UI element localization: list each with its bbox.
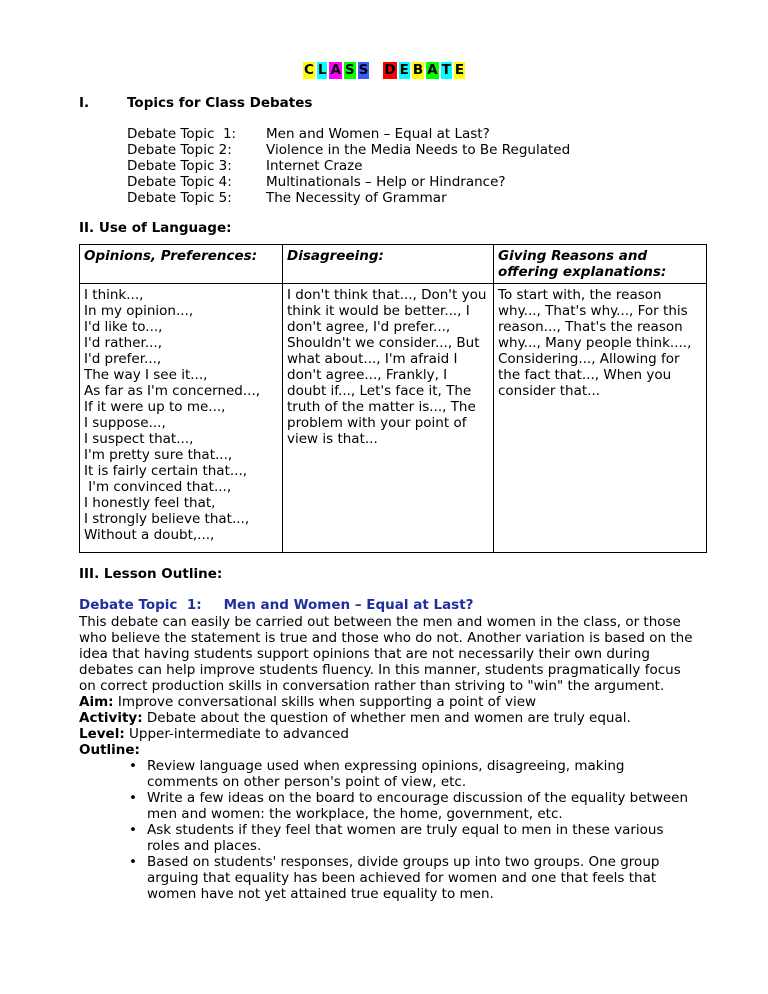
topic-label: Debate Topic 3: [127, 158, 232, 174]
title-letter: A [330, 62, 341, 78]
phrase: It is fairly certain that..., [84, 463, 248, 479]
list-item: • Based on students' responses, divide groups up into two groups. One group arguing that equality has been achieved for women and one that feels that women have not yet attained true equality to men. [129, 854, 699, 902]
aim-text: Improve conversational skills when supporting a point of view [113, 694, 537, 710]
outline-label: Outline: [79, 742, 140, 758]
debate1-title: Men and Women – Equal at Last? [223, 597, 474, 613]
section1-heading: Topics for Class Debates [127, 95, 313, 111]
phrase: I suspect that..., [84, 431, 194, 447]
title-letter: B [412, 62, 424, 78]
phrase: If it were up to me..., [84, 399, 226, 415]
topic-row [127, 158, 570, 174]
aim-label: Aim: [79, 694, 114, 710]
table-row [80, 284, 707, 553]
phrase: Without a doubt,..., [84, 527, 215, 543]
activity-label: Activity: [79, 710, 143, 726]
list-item: • Write a few ideas on the board to encourage discussion of the equality between men and women: the workplace, the home, government, etc. [129, 790, 699, 822]
opinions-phrases [80, 284, 283, 553]
section2-heading: II. Use of Language: [79, 220, 232, 236]
column-header-opinions: Opinions, Preferences: [80, 245, 283, 284]
title-letter: D [384, 62, 396, 78]
aim-line [79, 694, 699, 710]
section3-heading: III. Lesson Outline: [79, 566, 223, 582]
section1-number: I. [79, 95, 90, 111]
phrase: I suppose..., [84, 415, 166, 431]
table-header-row [80, 245, 707, 284]
level-label: Level: [79, 726, 125, 742]
topic-value: Internet Craze [266, 158, 363, 174]
column-header-reasons: Giving Reasons and offering explanations: [494, 245, 707, 284]
phrase: I'm pretty sure that..., [84, 447, 233, 463]
topic-row [127, 190, 570, 206]
topic-label: Debate Topic 5: [127, 190, 232, 206]
phrase: I'd prefer..., [84, 351, 162, 367]
column-header-disagreeing: Disagreeing: [283, 245, 494, 284]
phrase: In my opinion..., [84, 303, 194, 319]
phrase: I strongly believe that..., [84, 511, 250, 527]
topic-row [127, 174, 570, 190]
activity-line [79, 710, 699, 726]
phrase: The way I see it..., [84, 367, 208, 383]
topic-label: Debate Topic 2: [127, 142, 232, 158]
topic-label: Debate Topic 1: [127, 126, 237, 142]
topic-value: Multinationals – Help or Hindrance? [266, 174, 506, 190]
topic-value: Violence in the Media Needs to Be Regulated [266, 142, 571, 158]
lesson-body [79, 614, 699, 902]
phrase: I honestly feel that, [84, 495, 216, 511]
phrase: I'm convinced that..., [84, 479, 232, 495]
list-item: • Review language used when expressing opinions, disagreeing, making comments on other person's point of view, etc. [129, 758, 699, 790]
phrase: I think..., [84, 287, 144, 303]
title-letter: C [303, 62, 314, 78]
document-title [0, 62, 768, 79]
title-letter: S [358, 62, 369, 78]
level-line [79, 726, 699, 742]
outline-list [79, 758, 699, 902]
title-letter: A [427, 62, 438, 78]
title-letter: L [317, 62, 327, 78]
level-text: Upper-intermediate to advanced [124, 726, 349, 742]
list-item: • Ask students if they feel that women are truly equal to men in these various roles and places. [129, 822, 699, 854]
topic-list [127, 126, 570, 206]
title-letter: E [454, 62, 465, 78]
reasons-phrases: To start with, the reason why..., That's why..., For this reason..., That's the reason why..., Many people think...., Considering..., Allowing for the fact that..., When you consider that... [494, 284, 707, 553]
title-letter: S [344, 62, 355, 78]
phrase: As far as I'm concerned..., [84, 383, 261, 399]
topic-value: Men and Women – Equal at Last? [266, 126, 490, 142]
language-table [79, 244, 707, 553]
debate1-heading [79, 597, 474, 613]
topic-row [127, 126, 570, 142]
title-letter: T [441, 62, 451, 78]
disagreeing-phrases: I don't think that..., Don't you think it would be better..., I don't agree, I'd prefer..., Shouldn't we consider..., But what about..., I'm afraid I don't agree..., Frankly, I doubt if..., Let's face it, The truth of the matter is..., The problem with your point of view is that... [283, 284, 494, 553]
activity-text: Debate about the question of whether men and women are truly equal. [142, 710, 631, 726]
topic-label: Debate Topic 4: [127, 174, 232, 190]
phrase: I'd rather..., [84, 335, 163, 351]
title-letter: E [399, 62, 409, 78]
topic-row [127, 142, 570, 158]
intro-paragraph: This debate can easily be carried out between the men and women in the class, or those who believe the statement is true and those who do not. Another variation is based on the idea that having students support opinions that are not necessarily their own during debates can help improve students fluency. In this manner, students pragmatically focus on correct production skills in conversation rather than striving to "win" the argument. [79, 614, 693, 694]
phrase: I'd like to..., [84, 319, 163, 335]
topic-value: The Necessity of Grammar [266, 190, 447, 206]
debate1-label: Debate Topic 1: [79, 597, 202, 613]
